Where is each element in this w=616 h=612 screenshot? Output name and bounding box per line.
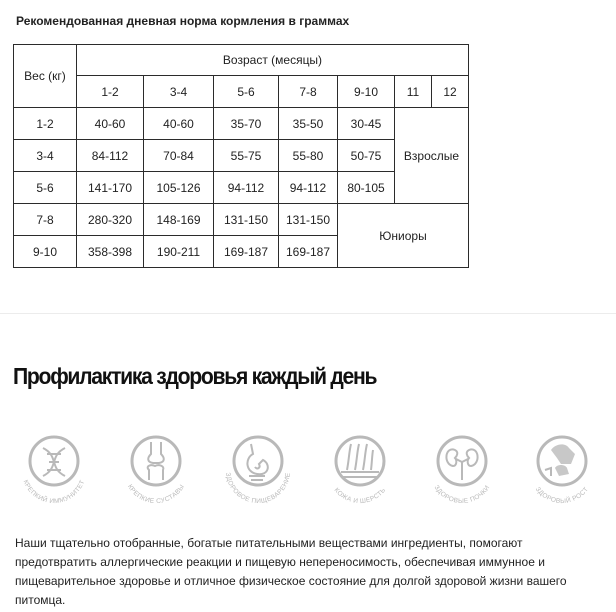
value-cell: 70-84 [144, 140, 214, 172]
table-row [14, 108, 469, 140]
description-text: Наши тщательно отобранные, богатые питательными веществами ингредиенты, помогают предотвратить аллергические реакции и пищевую непереносимость, обеспечивая иммунное и пищеварительное здоровье и отличное физическое состояние для долгой здоровой жизни вашего питомца. [15, 536, 567, 607]
value-cell: 131-150 [279, 204, 338, 236]
feeding-table-title: Рекомендованная дневная норма кормления в граммах [16, 14, 350, 28]
value-cell: 30-45 [338, 108, 395, 140]
dna-icon [13, 424, 95, 506]
value-cell: 169-187 [214, 236, 279, 268]
value-cell: 94-112 [214, 172, 279, 204]
weight-cell: 5-6 [14, 172, 77, 204]
age-col-3: 5-6 [214, 76, 279, 108]
skin-hair-icon [319, 424, 401, 506]
age-col-5: 9-10 [338, 76, 395, 108]
value-cell: 35-50 [279, 108, 338, 140]
table-row [14, 204, 469, 236]
value-cell: 94-112 [279, 172, 338, 204]
value-cell: 55-75 [214, 140, 279, 172]
weight-header: Вес (кг) [14, 45, 77, 108]
icon-caption: ЗДОРОВОЕ ПИЩЕВАРЕНИЕ [223, 472, 293, 506]
value-cell: 40-60 [144, 108, 214, 140]
stomach-icon [217, 424, 299, 506]
value-cell: 105-126 [144, 172, 214, 204]
icon-caption: ЗДОРОВЫЙ РОСТ [533, 485, 591, 506]
svg-text:ЗДОРОВЫЙ РОСТ [534, 486, 590, 505]
age-header: Возраст (месяцы) [77, 45, 469, 76]
weight-cell: 9-10 [14, 236, 77, 268]
value-cell: 84-112 [77, 140, 144, 172]
value-cell: 35-70 [214, 108, 279, 140]
svg-text:КРЕПКИЙ ИММУНИТЕТ [22, 479, 87, 505]
icon-caption: КРЕПКИЙ ИММУНИТЕТ [21, 479, 87, 506]
icon-caption: КОЖА И ШЕРСТЬ [332, 486, 388, 506]
weight-cell: 3-4 [14, 140, 77, 172]
age-col-1: 1-2 [77, 76, 144, 108]
svg-text:КОЖА И ШЕРСТЬ [333, 487, 388, 505]
weight-cell: 1-2 [14, 108, 77, 140]
value-cell: 55-80 [279, 140, 338, 172]
icon-caption: ЗДОРОВЫЕ ПОЧКИ [432, 484, 492, 506]
section-divider [0, 313, 616, 314]
svg-text:КРЕПКИЕ СУСТАВЫ [126, 483, 186, 505]
value-cell: 169-187 [279, 236, 338, 268]
value-cell: 190-211 [144, 236, 214, 268]
feeding-table [13, 44, 469, 268]
svg-text:ЗДОРОВЫЕ ПОЧКИ [433, 484, 492, 505]
age-col-6: 11 [395, 76, 432, 108]
adults-cell: Взрослые [395, 108, 469, 204]
value-cell: 358-398 [77, 236, 144, 268]
benefits-icon-row [13, 424, 603, 520]
value-cell: 131-150 [214, 204, 279, 236]
icon-caption: КРЕПКИЕ СУСТАВЫ [125, 483, 187, 506]
value-cell: 141-170 [77, 172, 144, 204]
value-cell: 280-320 [77, 204, 144, 236]
value-cell: 80-105 [338, 172, 395, 204]
value-cell: 148-169 [144, 204, 214, 236]
growth-icon [521, 424, 603, 506]
health-heading: Профилактика здоровья каждый день [13, 363, 377, 389]
kidneys-icon [421, 424, 503, 506]
value-cell: 40-60 [77, 108, 144, 140]
age-col-7: 12 [432, 76, 469, 108]
age-col-4: 7-8 [279, 76, 338, 108]
joint-icon [115, 424, 197, 506]
juniors-cell: Юниоры [338, 204, 469, 268]
value-cell: 50-75 [338, 140, 395, 172]
weight-cell: 7-8 [14, 204, 77, 236]
age-col-2: 3-4 [144, 76, 214, 108]
